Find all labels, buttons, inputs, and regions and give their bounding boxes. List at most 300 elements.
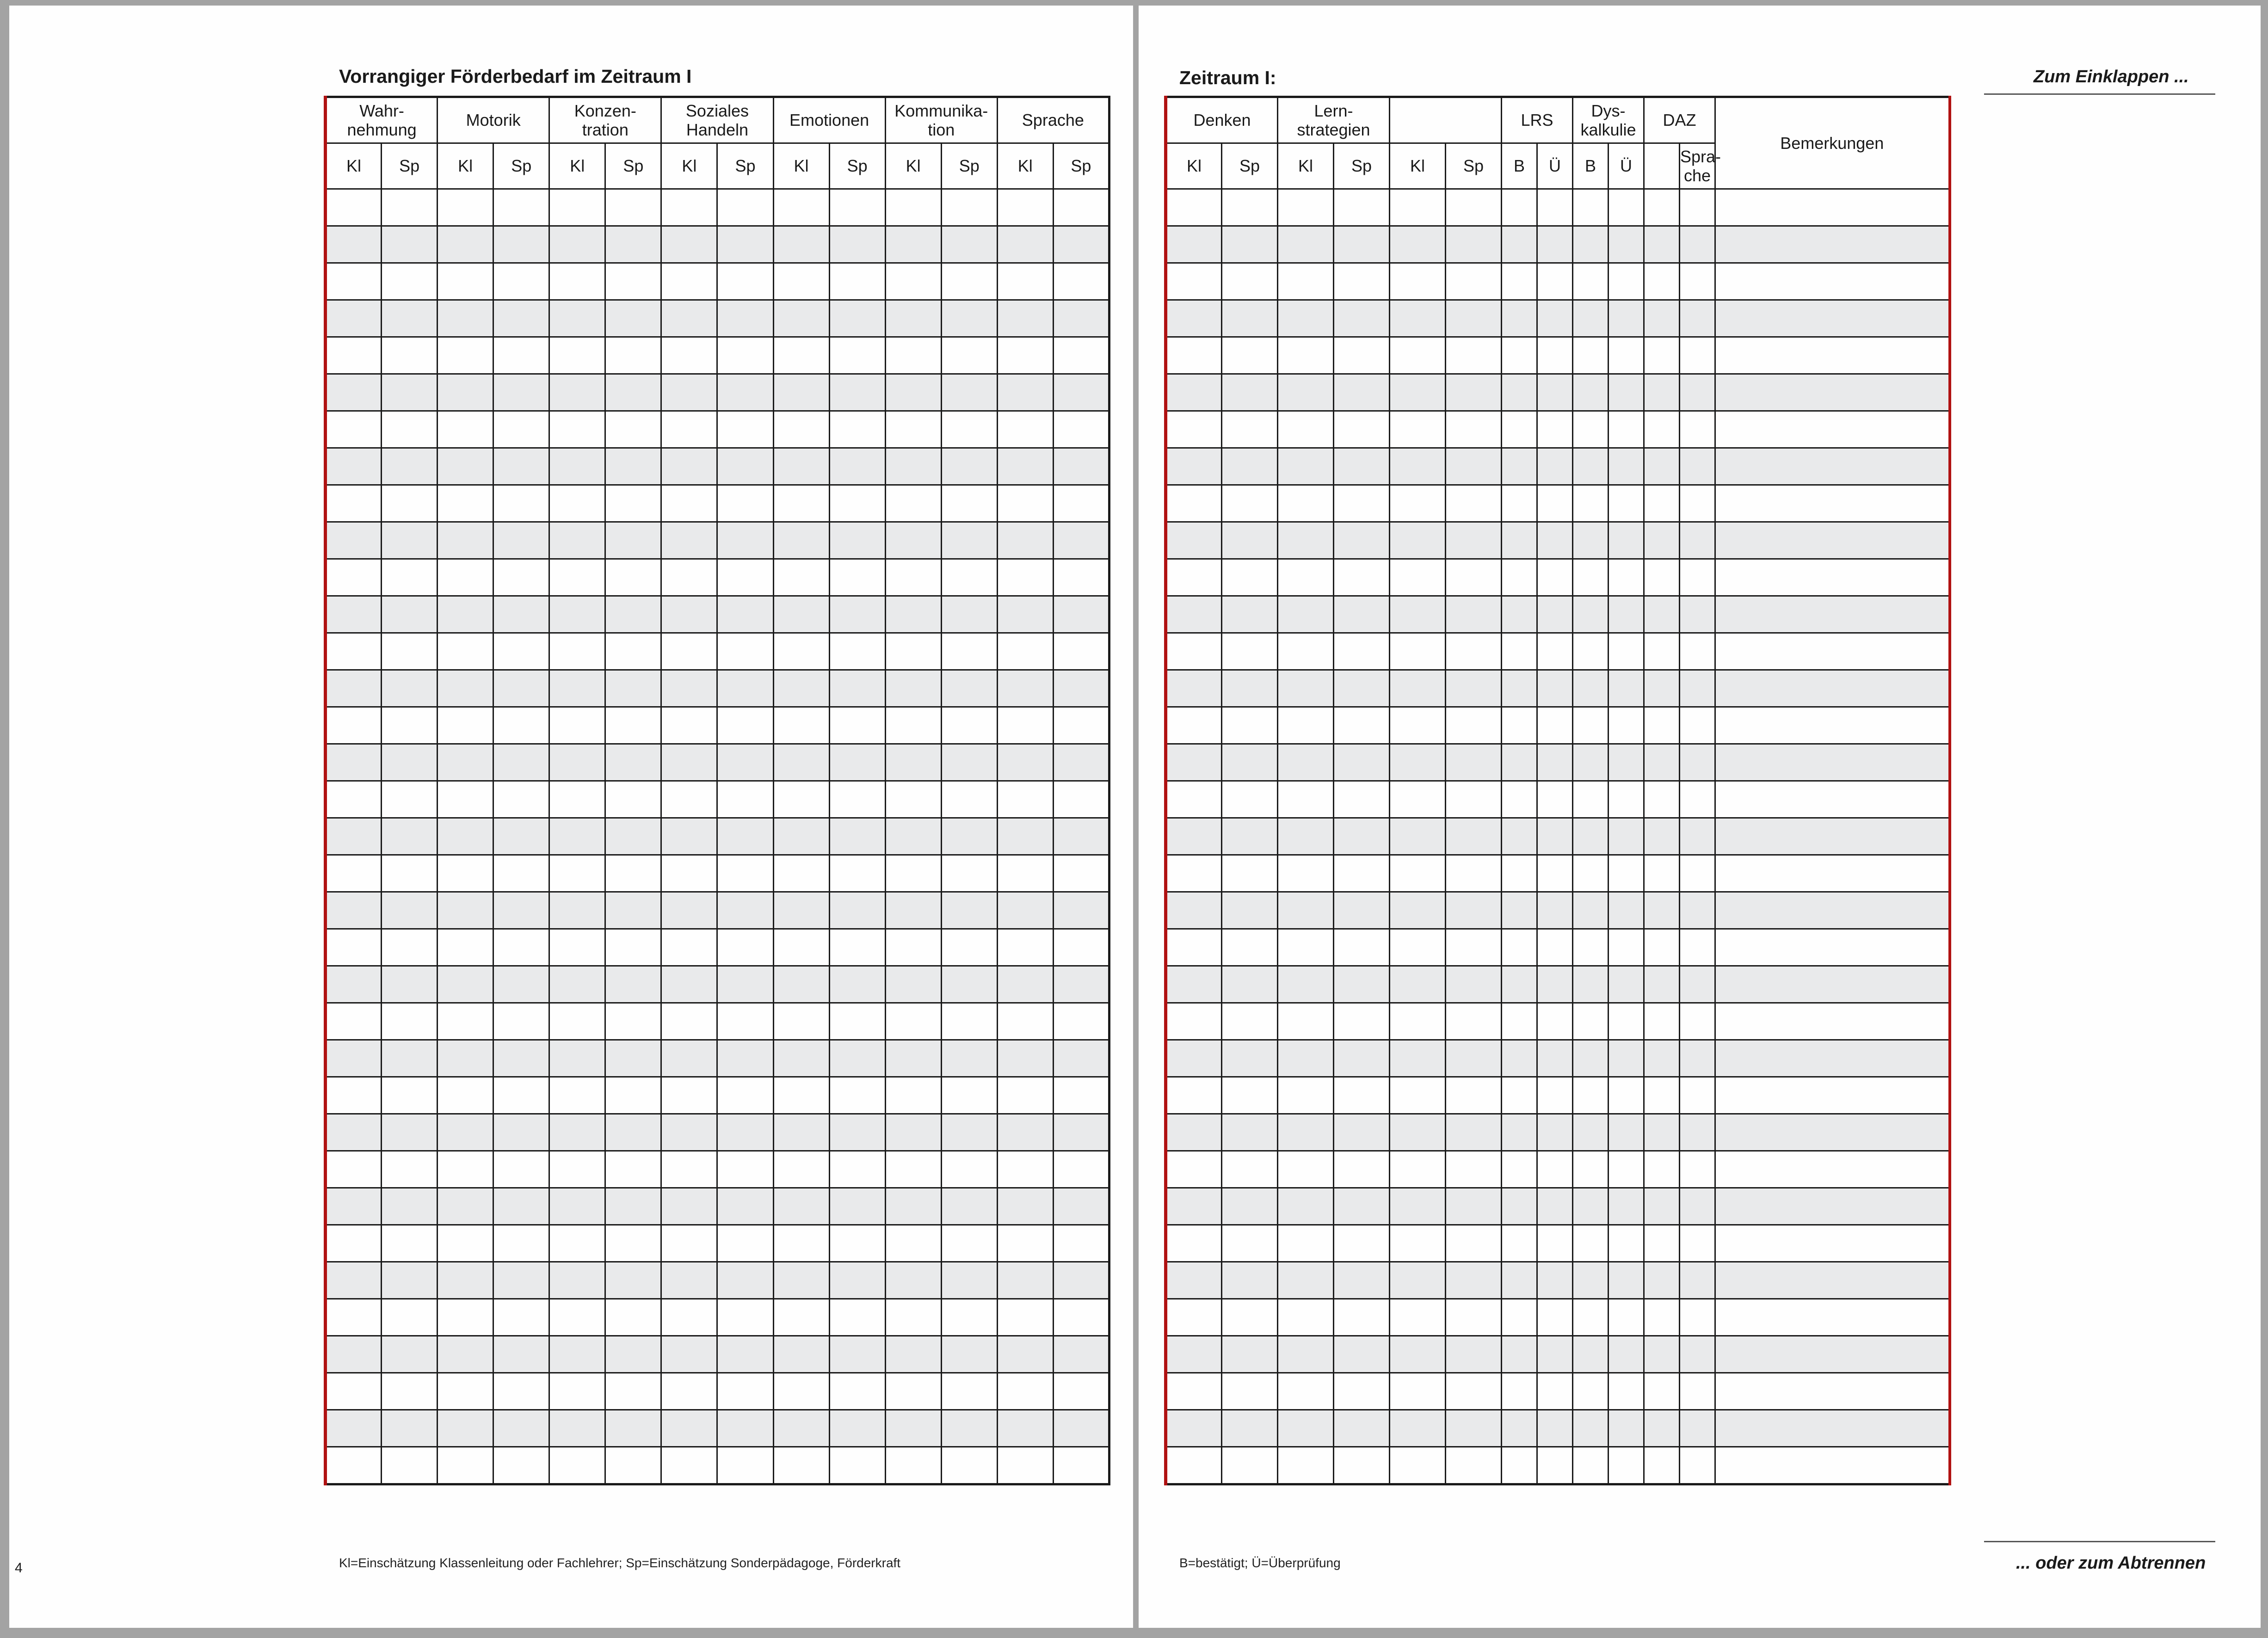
entry-cell[interactable]	[997, 337, 1053, 374]
entry-cell[interactable]	[1573, 707, 1609, 744]
entry-cell[interactable]	[1053, 485, 1109, 522]
entry-cell[interactable]	[773, 1040, 829, 1077]
entry-cell[interactable]	[941, 189, 997, 226]
entry-cell[interactable]	[326, 892, 382, 929]
entry-cell[interactable]	[1053, 633, 1109, 670]
entry-cell[interactable]	[549, 485, 605, 522]
entry-cell[interactable]	[382, 448, 438, 485]
entry-cell[interactable]	[326, 448, 382, 485]
entry-cell[interactable]	[773, 1003, 829, 1040]
entry-cell[interactable]	[941, 522, 997, 559]
entry-cell[interactable]	[1334, 633, 1390, 670]
entry-cell[interactable]	[1573, 1447, 1609, 1484]
entry-cell[interactable]	[549, 1188, 605, 1225]
entry-cell[interactable]	[773, 855, 829, 892]
remarks-cell[interactable]	[1715, 374, 1950, 411]
entry-cell[interactable]	[493, 855, 549, 892]
entry-cell[interactable]	[1644, 596, 1680, 633]
entry-cell[interactable]	[773, 1447, 829, 1484]
entry-cell[interactable]	[941, 670, 997, 707]
entry-cell[interactable]	[1609, 929, 1644, 966]
entry-cell[interactable]	[1278, 1373, 1334, 1410]
entry-cell[interactable]	[1537, 448, 1573, 485]
entry-cell[interactable]	[326, 818, 382, 855]
entry-cell[interactable]	[438, 1447, 493, 1484]
entry-cell[interactable]	[997, 1151, 1053, 1188]
entry-cell[interactable]	[829, 818, 885, 855]
remarks-cell[interactable]	[1715, 818, 1950, 855]
entry-cell[interactable]	[661, 337, 717, 374]
entry-cell[interactable]	[1390, 707, 1446, 744]
entry-cell[interactable]	[1644, 1003, 1680, 1040]
entry-cell[interactable]	[605, 1188, 661, 1225]
entry-cell[interactable]	[717, 855, 773, 892]
entry-cell[interactable]	[1644, 744, 1680, 781]
entry-cell[interactable]	[1573, 744, 1609, 781]
entry-cell[interactable]	[1537, 1299, 1573, 1336]
entry-cell[interactable]	[1446, 1336, 1502, 1373]
entry-cell[interactable]	[1573, 929, 1609, 966]
entry-cell[interactable]	[1573, 596, 1609, 633]
entry-cell[interactable]	[1537, 670, 1573, 707]
entry-cell[interactable]	[1166, 818, 1222, 855]
entry-cell[interactable]	[941, 1336, 997, 1373]
entry-cell[interactable]	[1390, 855, 1446, 892]
entry-cell[interactable]	[1390, 522, 1446, 559]
entry-cell[interactable]	[382, 1447, 438, 1484]
entry-cell[interactable]	[1680, 1077, 1715, 1114]
entry-cell[interactable]	[549, 1114, 605, 1151]
entry-cell[interactable]	[885, 226, 941, 263]
entry-cell[interactable]	[829, 1447, 885, 1484]
entry-cell[interactable]	[549, 707, 605, 744]
entry-cell[interactable]	[1537, 226, 1573, 263]
entry-cell[interactable]	[326, 966, 382, 1003]
entry-cell[interactable]	[885, 522, 941, 559]
entry-cell[interactable]	[605, 1225, 661, 1262]
entry-cell[interactable]	[326, 781, 382, 818]
entry-cell[interactable]	[661, 1373, 717, 1410]
entry-cell[interactable]	[1166, 1299, 1222, 1336]
entry-cell[interactable]	[438, 263, 493, 300]
entry-cell[interactable]	[941, 374, 997, 411]
entry-cell[interactable]	[941, 744, 997, 781]
entry-cell[interactable]	[493, 1447, 549, 1484]
entry-cell[interactable]	[997, 448, 1053, 485]
entry-cell[interactable]	[549, 189, 605, 226]
entry-cell[interactable]	[997, 1373, 1053, 1410]
entry-cell[interactable]	[1053, 226, 1109, 263]
entry-cell[interactable]	[773, 781, 829, 818]
entry-cell[interactable]	[1390, 1336, 1446, 1373]
entry-cell[interactable]	[1502, 1114, 1537, 1151]
entry-cell[interactable]	[605, 522, 661, 559]
entry-cell[interactable]	[773, 1188, 829, 1225]
remarks-cell[interactable]	[1715, 781, 1950, 818]
entry-cell[interactable]	[1644, 485, 1680, 522]
entry-cell[interactable]	[661, 1447, 717, 1484]
entry-cell[interactable]	[1446, 1003, 1502, 1040]
entry-cell[interactable]	[326, 1225, 382, 1262]
entry-cell[interactable]	[1222, 929, 1278, 966]
entry-cell[interactable]	[549, 226, 605, 263]
entry-cell[interactable]	[997, 411, 1053, 448]
entry-cell[interactable]	[1573, 781, 1609, 818]
entry-cell[interactable]	[438, 1262, 493, 1299]
entry-cell[interactable]	[1609, 1040, 1644, 1077]
entry-cell[interactable]	[1278, 1188, 1334, 1225]
entry-cell[interactable]	[717, 559, 773, 596]
entry-cell[interactable]	[1053, 1040, 1109, 1077]
entry-cell[interactable]	[1278, 189, 1334, 226]
entry-cell[interactable]	[1446, 1373, 1502, 1410]
entry-cell[interactable]	[1502, 892, 1537, 929]
entry-cell[interactable]	[438, 1040, 493, 1077]
entry-cell[interactable]	[1053, 189, 1109, 226]
entry-cell[interactable]	[438, 226, 493, 263]
entry-cell[interactable]	[885, 559, 941, 596]
entry-cell[interactable]	[1573, 1299, 1609, 1336]
entry-cell[interactable]	[885, 781, 941, 818]
entry-cell[interactable]	[438, 966, 493, 1003]
entry-cell[interactable]	[1502, 1447, 1537, 1484]
entry-cell[interactable]	[493, 670, 549, 707]
entry-cell[interactable]	[438, 337, 493, 374]
entry-cell[interactable]	[1446, 1299, 1502, 1336]
entry-cell[interactable]	[941, 633, 997, 670]
entry-cell[interactable]	[1053, 1410, 1109, 1447]
entry-cell[interactable]	[605, 892, 661, 929]
entry-cell[interactable]	[885, 855, 941, 892]
entry-cell[interactable]	[605, 374, 661, 411]
entry-cell[interactable]	[326, 1188, 382, 1225]
entry-cell[interactable]	[382, 596, 438, 633]
entry-cell[interactable]	[549, 966, 605, 1003]
entry-cell[interactable]	[1502, 559, 1537, 596]
entry-cell[interactable]	[1222, 1077, 1278, 1114]
entry-cell[interactable]	[326, 1077, 382, 1114]
entry-cell[interactable]	[885, 485, 941, 522]
entry-cell[interactable]	[1609, 1299, 1644, 1336]
entry-cell[interactable]	[1502, 596, 1537, 633]
remarks-cell[interactable]	[1715, 1151, 1950, 1188]
entry-cell[interactable]	[661, 929, 717, 966]
entry-cell[interactable]	[997, 374, 1053, 411]
entry-cell[interactable]	[1390, 337, 1446, 374]
entry-cell[interactable]	[1334, 263, 1390, 300]
entry-cell[interactable]	[549, 1151, 605, 1188]
entry-cell[interactable]	[1334, 1373, 1390, 1410]
entry-cell[interactable]	[717, 226, 773, 263]
entry-cell[interactable]	[829, 596, 885, 633]
entry-cell[interactable]	[1166, 1447, 1222, 1484]
entry-cell[interactable]	[549, 670, 605, 707]
entry-cell[interactable]	[1537, 929, 1573, 966]
entry-cell[interactable]	[549, 781, 605, 818]
entry-cell[interactable]	[549, 1077, 605, 1114]
entry-cell[interactable]	[1609, 633, 1644, 670]
entry-cell[interactable]	[941, 818, 997, 855]
entry-cell[interactable]	[829, 892, 885, 929]
entry-cell[interactable]	[829, 1188, 885, 1225]
entry-cell[interactable]	[661, 189, 717, 226]
entry-cell[interactable]	[1222, 1114, 1278, 1151]
entry-cell[interactable]	[997, 781, 1053, 818]
entry-cell[interactable]	[1334, 448, 1390, 485]
entry-cell[interactable]	[1334, 670, 1390, 707]
entry-cell[interactable]	[1166, 1151, 1222, 1188]
entry-cell[interactable]	[326, 226, 382, 263]
entry-cell[interactable]	[1502, 1151, 1537, 1188]
entry-cell[interactable]	[997, 1114, 1053, 1151]
entry-cell[interactable]	[1222, 1151, 1278, 1188]
entry-cell[interactable]	[1166, 744, 1222, 781]
entry-cell[interactable]	[885, 744, 941, 781]
entry-cell[interactable]	[1390, 1373, 1446, 1410]
entry-cell[interactable]	[829, 522, 885, 559]
entry-cell[interactable]	[605, 1336, 661, 1373]
entry-cell[interactable]	[1609, 1077, 1644, 1114]
entry-cell[interactable]	[1537, 1225, 1573, 1262]
entry-cell[interactable]	[1609, 411, 1644, 448]
entry-cell[interactable]	[1278, 670, 1334, 707]
entry-cell[interactable]	[829, 189, 885, 226]
entry-cell[interactable]	[997, 855, 1053, 892]
entry-cell[interactable]	[885, 633, 941, 670]
entry-cell[interactable]	[1446, 929, 1502, 966]
entry-cell[interactable]	[493, 1040, 549, 1077]
entry-cell[interactable]	[1222, 707, 1278, 744]
entry-cell[interactable]	[661, 411, 717, 448]
entry-cell[interactable]	[1644, 670, 1680, 707]
entry-cell[interactable]	[382, 337, 438, 374]
entry-cell[interactable]	[661, 670, 717, 707]
entry-cell[interactable]	[1166, 1336, 1222, 1373]
entry-cell[interactable]	[1502, 226, 1537, 263]
entry-cell[interactable]	[1334, 226, 1390, 263]
entry-cell[interactable]	[1053, 818, 1109, 855]
entry-cell[interactable]	[1334, 374, 1390, 411]
entry-cell[interactable]	[1502, 1336, 1537, 1373]
entry-cell[interactable]	[1537, 300, 1573, 337]
entry-cell[interactable]	[382, 1040, 438, 1077]
entry-cell[interactable]	[997, 1262, 1053, 1299]
entry-cell[interactable]	[1053, 559, 1109, 596]
entry-cell[interactable]	[1609, 559, 1644, 596]
entry-cell[interactable]	[326, 929, 382, 966]
entry-cell[interactable]	[1680, 411, 1715, 448]
entry-cell[interactable]	[1053, 374, 1109, 411]
entry-cell[interactable]	[773, 596, 829, 633]
entry-cell[interactable]	[605, 1114, 661, 1151]
entry-cell[interactable]	[1166, 929, 1222, 966]
entry-cell[interactable]	[1222, 633, 1278, 670]
entry-cell[interactable]	[717, 1040, 773, 1077]
entry-cell[interactable]	[1390, 300, 1446, 337]
entry-cell[interactable]	[1222, 1188, 1278, 1225]
entry-cell[interactable]	[1390, 1077, 1446, 1114]
remarks-cell[interactable]	[1715, 670, 1950, 707]
entry-cell[interactable]	[1334, 781, 1390, 818]
entry-cell[interactable]	[1053, 781, 1109, 818]
entry-cell[interactable]	[1166, 1003, 1222, 1040]
entry-cell[interactable]	[382, 374, 438, 411]
entry-cell[interactable]	[1334, 1040, 1390, 1077]
entry-cell[interactable]	[1278, 855, 1334, 892]
entry-cell[interactable]	[885, 1040, 941, 1077]
entry-cell[interactable]	[1573, 1225, 1609, 1262]
entry-cell[interactable]	[885, 189, 941, 226]
entry-cell[interactable]	[1537, 411, 1573, 448]
entry-cell[interactable]	[1446, 670, 1502, 707]
entry-cell[interactable]	[1680, 1299, 1715, 1336]
entry-cell[interactable]	[1278, 707, 1334, 744]
entry-cell[interactable]	[605, 596, 661, 633]
entry-cell[interactable]	[829, 855, 885, 892]
entry-cell[interactable]	[941, 1299, 997, 1336]
entry-cell[interactable]	[1446, 707, 1502, 744]
entry-cell[interactable]	[717, 818, 773, 855]
entry-cell[interactable]	[1537, 1373, 1573, 1410]
entry-cell[interactable]	[1573, 226, 1609, 263]
entry-cell[interactable]	[1573, 448, 1609, 485]
entry-cell[interactable]	[382, 1299, 438, 1336]
entry-cell[interactable]	[885, 337, 941, 374]
entry-cell[interactable]	[717, 1151, 773, 1188]
entry-cell[interactable]	[1390, 929, 1446, 966]
entry-cell[interactable]	[1609, 966, 1644, 1003]
entry-cell[interactable]	[605, 633, 661, 670]
entry-cell[interactable]	[1644, 300, 1680, 337]
entry-cell[interactable]	[829, 781, 885, 818]
entry-cell[interactable]	[493, 818, 549, 855]
remarks-cell[interactable]	[1715, 337, 1950, 374]
entry-cell[interactable]	[382, 633, 438, 670]
entry-cell[interactable]	[1166, 633, 1222, 670]
entry-cell[interactable]	[493, 1336, 549, 1373]
entry-cell[interactable]	[1278, 781, 1334, 818]
entry-cell[interactable]	[661, 226, 717, 263]
entry-cell[interactable]	[493, 1188, 549, 1225]
entry-cell[interactable]	[326, 1299, 382, 1336]
entry-cell[interactable]	[1053, 1225, 1109, 1262]
remarks-cell[interactable]	[1715, 596, 1950, 633]
entry-cell[interactable]	[382, 1225, 438, 1262]
entry-cell[interactable]	[1609, 1410, 1644, 1447]
entry-cell[interactable]	[605, 448, 661, 485]
remarks-cell[interactable]	[1715, 1188, 1950, 1225]
entry-cell[interactable]	[382, 300, 438, 337]
entry-cell[interactable]	[1446, 855, 1502, 892]
entry-cell[interactable]	[885, 1410, 941, 1447]
entry-cell[interactable]	[549, 744, 605, 781]
entry-cell[interactable]	[1537, 1447, 1573, 1484]
remarks-cell[interactable]	[1715, 1299, 1950, 1336]
entry-cell[interactable]	[829, 966, 885, 1003]
entry-cell[interactable]	[1222, 1447, 1278, 1484]
entry-cell[interactable]	[1680, 818, 1715, 855]
entry-cell[interactable]	[997, 670, 1053, 707]
entry-cell[interactable]	[1644, 1225, 1680, 1262]
entry-cell[interactable]	[829, 1040, 885, 1077]
entry-cell[interactable]	[438, 707, 493, 744]
entry-cell[interactable]	[1446, 226, 1502, 263]
entry-cell[interactable]	[717, 670, 773, 707]
entry-cell[interactable]	[493, 1003, 549, 1040]
entry-cell[interactable]	[326, 1447, 382, 1484]
entry-cell[interactable]	[1334, 1225, 1390, 1262]
entry-cell[interactable]	[1166, 300, 1222, 337]
entry-cell[interactable]	[1609, 1225, 1644, 1262]
entry-cell[interactable]	[1053, 448, 1109, 485]
entry-cell[interactable]	[941, 226, 997, 263]
entry-cell[interactable]	[717, 596, 773, 633]
entry-cell[interactable]	[885, 707, 941, 744]
entry-cell[interactable]	[1222, 263, 1278, 300]
entry-cell[interactable]	[1053, 1114, 1109, 1151]
entry-cell[interactable]	[829, 1114, 885, 1151]
entry-cell[interactable]	[1334, 892, 1390, 929]
entry-cell[interactable]	[1390, 744, 1446, 781]
entry-cell[interactable]	[997, 892, 1053, 929]
entry-cell[interactable]	[661, 855, 717, 892]
entry-cell[interactable]	[1573, 559, 1609, 596]
entry-cell[interactable]	[1222, 1225, 1278, 1262]
entry-cell[interactable]	[549, 818, 605, 855]
entry-cell[interactable]	[1166, 559, 1222, 596]
entry-cell[interactable]	[773, 966, 829, 1003]
entry-cell[interactable]	[717, 1336, 773, 1373]
entry-cell[interactable]	[829, 929, 885, 966]
entry-cell[interactable]	[1334, 744, 1390, 781]
entry-cell[interactable]	[1053, 263, 1109, 300]
entry-cell[interactable]	[326, 300, 382, 337]
entry-cell[interactable]	[438, 448, 493, 485]
entry-cell[interactable]	[1502, 1373, 1537, 1410]
entry-cell[interactable]	[326, 1410, 382, 1447]
entry-cell[interactable]	[941, 263, 997, 300]
entry-cell[interactable]	[493, 929, 549, 966]
entry-cell[interactable]	[717, 1410, 773, 1447]
entry-cell[interactable]	[605, 263, 661, 300]
remarks-cell[interactable]	[1715, 522, 1950, 559]
entry-cell[interactable]	[941, 966, 997, 1003]
entry-cell[interactable]	[438, 1410, 493, 1447]
entry-cell[interactable]	[717, 300, 773, 337]
entry-cell[interactable]	[605, 1373, 661, 1410]
entry-cell[interactable]	[605, 1262, 661, 1299]
entry-cell[interactable]	[1222, 855, 1278, 892]
entry-cell[interactable]	[382, 670, 438, 707]
entry-cell[interactable]	[1446, 485, 1502, 522]
entry-cell[interactable]	[997, 1188, 1053, 1225]
entry-cell[interactable]	[1644, 1151, 1680, 1188]
entry-cell[interactable]	[1222, 337, 1278, 374]
entry-cell[interactable]	[1537, 1262, 1573, 1299]
entry-cell[interactable]	[829, 337, 885, 374]
entry-cell[interactable]	[1446, 966, 1502, 1003]
entry-cell[interactable]	[1166, 189, 1222, 226]
entry-cell[interactable]	[326, 189, 382, 226]
entry-cell[interactable]	[326, 1003, 382, 1040]
entry-cell[interactable]	[1573, 1188, 1609, 1225]
entry-cell[interactable]	[941, 411, 997, 448]
entry-cell[interactable]	[717, 1299, 773, 1336]
entry-cell[interactable]	[1537, 374, 1573, 411]
entry-cell[interactable]	[1053, 300, 1109, 337]
entry-cell[interactable]	[1609, 892, 1644, 929]
entry-cell[interactable]	[1502, 189, 1537, 226]
